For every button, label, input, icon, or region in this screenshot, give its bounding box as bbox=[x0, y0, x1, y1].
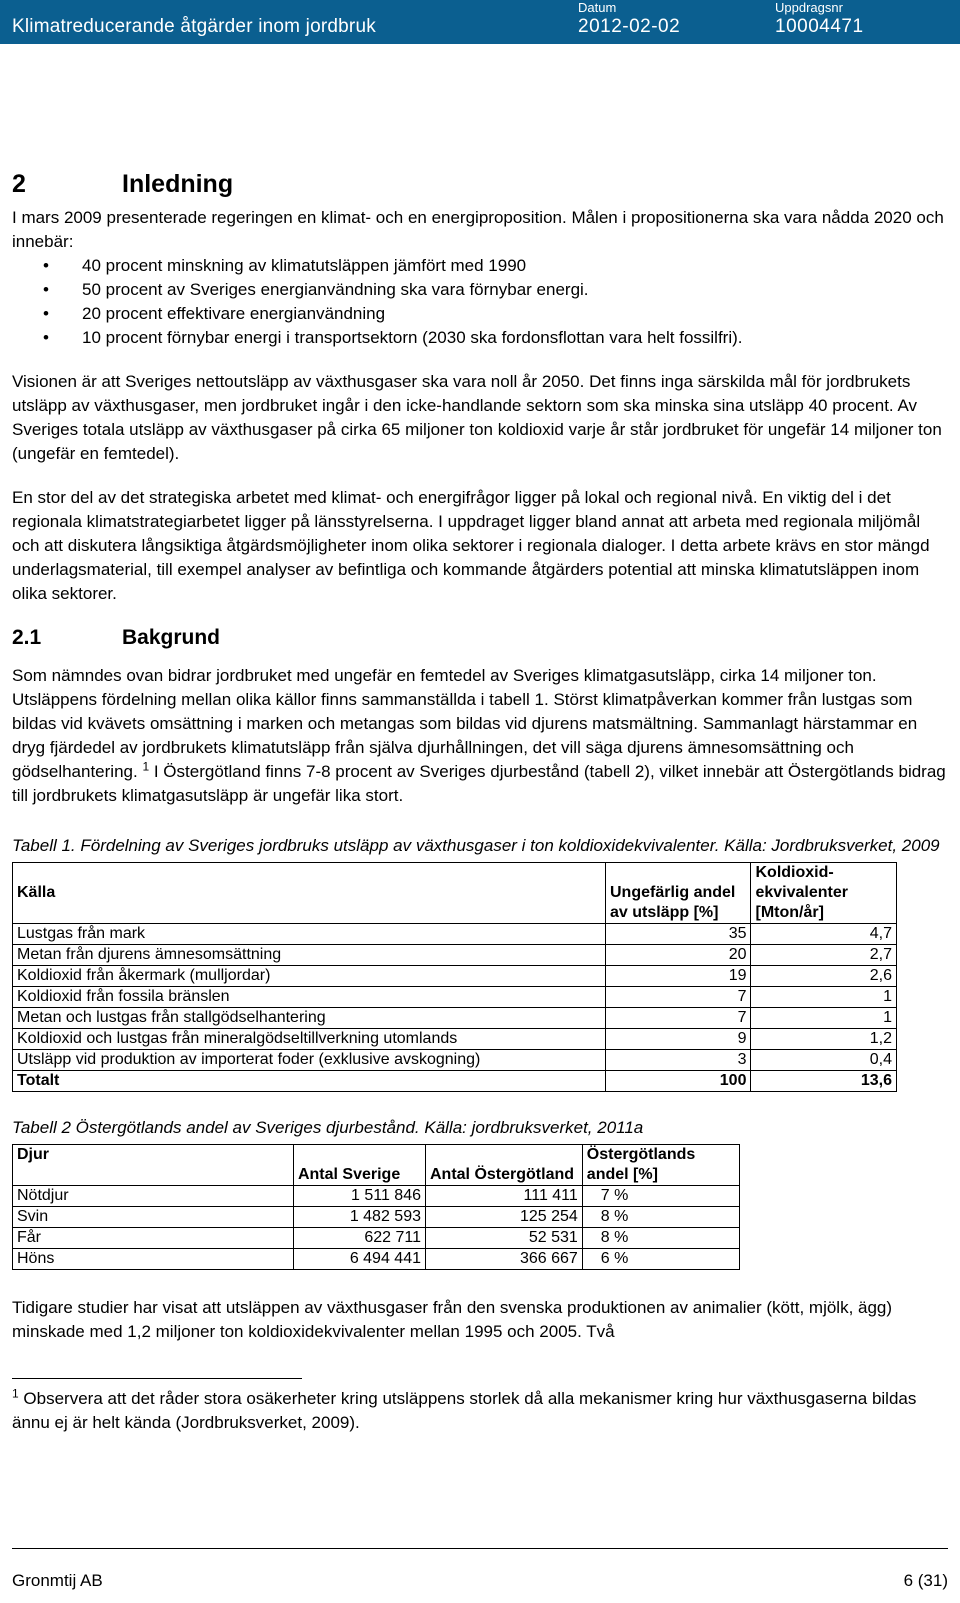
table-cell: Höns bbox=[13, 1249, 294, 1270]
bullet-icon: • bbox=[43, 256, 49, 275]
vision-paragraph: Visionen är att Sveriges nettoutsläpp av växthusgaser ska vara noll år 2050. Det finns inga särskilda mål för jordbrukets utsläpp av växthusgaser, men jordbruket ingår i den icke-handlande sektorn som ska minska sina utsläpp 40 procent. Av Sveriges totala utsläpp av växthusgaser på cirka 65 miljoner ton koldioxid varje år står jordbruket för ungefär 14 miljoner ton (ungefär en femtedel). bbox=[12, 372, 942, 463]
footnote-divider bbox=[12, 1378, 302, 1379]
table-header-row bbox=[13, 863, 897, 924]
table-cell: 2,6 bbox=[751, 966, 897, 987]
table-row bbox=[13, 945, 897, 966]
bullet-icon: • bbox=[43, 328, 49, 347]
strategy-paragraph: En stor del av det strategiska arbetet med klimat- och energifrågor ligger på lokal och regional nivå. En viktig del i det regionala klimatstrategiarbetet ligger på länsstyrelserna. I uppdraget ligger bland annat att arbeta med regionala miljömål och att diskutera långsiktiga åtgärdsmöjligheter inom olika sektorer i regionala dialoger. I detta arbete krävs en stor mängd underlagsmaterial, till exempel analyser av befintliga och kommande åtgärders potential att minska klimatutsläppen inom olika sektorer. bbox=[12, 488, 930, 603]
table-cell: 6 % bbox=[582, 1249, 739, 1270]
table-header-cell: Djur bbox=[13, 1145, 294, 1186]
table-cell: 1 bbox=[751, 987, 897, 1008]
table-cell: 100 bbox=[606, 1071, 751, 1092]
table-cell: 20 bbox=[606, 945, 751, 966]
table-cell: Metan från djurens ämnesomsättning bbox=[13, 945, 606, 966]
footnote-text: Observera att det råder stora osäkerheter kring utsläppens storlek då alla mekanismer kring hur växthusgaserna bildas ännu ej är helt kända (Jordbruksverket, 2009). bbox=[12, 1389, 917, 1432]
table-header-cell: Koldioxid-ekvivalenter [Mton/år] bbox=[751, 863, 897, 924]
date-label: Datum bbox=[578, 0, 617, 15]
table-cell: 13,6 bbox=[751, 1071, 897, 1092]
table-row bbox=[13, 1029, 897, 1050]
table-row bbox=[13, 1186, 740, 1207]
bullet-icon: • bbox=[43, 280, 49, 299]
table-cell: Totalt bbox=[13, 1071, 606, 1092]
document-footer bbox=[12, 1548, 948, 1589]
background-text-b: I Östergötland finns 7-8 procent av Sveriges djurbestånd (tabell 2), vilket innebär att Östergötlands bidrag till jordbrukets klimatgasutsläpp är ungefär lika stort. bbox=[12, 762, 946, 805]
table-cell: 2,7 bbox=[751, 945, 897, 966]
assignment-number-label: Uppdragsnr bbox=[775, 0, 843, 15]
goal-item bbox=[12, 326, 947, 350]
closing-paragraph: Tidigare studier har visat att utsläppen av växthusgaser från den svenska produktionen av animalier (kött, mjölk, ägg) minskade med 1,2 miljoner ton koldioxidekvivalenter mellan 1995 och 2005. Två bbox=[12, 1298, 893, 1341]
table-header-row bbox=[13, 1145, 740, 1186]
table-cell: 7 % bbox=[582, 1186, 739, 1207]
table2-caption: Tabell 2 Östergötlands andel av Sveriges djurbestånd. Källa: jordbruksverket, 2011a bbox=[12, 1118, 644, 1137]
assignment-number-value: 10004471 bbox=[775, 16, 864, 37]
section-number: 2 bbox=[12, 170, 26, 198]
table-cell: 1 511 846 bbox=[293, 1186, 425, 1207]
table-row bbox=[13, 1008, 897, 1029]
table-cell: Utsläpp vid produktion av importerat foder (exklusive avskogning) bbox=[13, 1050, 606, 1071]
table-cell: 1,2 bbox=[751, 1029, 897, 1050]
emissions-table bbox=[12, 862, 897, 1092]
table-cell: 8 % bbox=[582, 1207, 739, 1228]
table-cell: 8 % bbox=[582, 1228, 739, 1249]
table-header-cell: Antal Östergötland bbox=[426, 1145, 583, 1186]
table-cell: 9 bbox=[606, 1029, 751, 1050]
table1-caption: Tabell 1. Fördelning av Sveriges jordbruks utsläpp av växthusgaser i ton koldioxidekvivalenter. Källa: Jordbruksverket, 2009 bbox=[12, 836, 940, 855]
table-cell: 125 254 bbox=[426, 1207, 583, 1228]
footnote-marker: 1 bbox=[12, 1386, 19, 1401]
table-cell: 3 bbox=[606, 1050, 751, 1071]
table-row bbox=[13, 1050, 897, 1071]
table-cell: Svin bbox=[13, 1207, 294, 1228]
table-header-cell: Ungefärlig andel av utsläpp [%] bbox=[606, 863, 751, 924]
table-header-cell: Källa bbox=[13, 863, 606, 924]
table-cell: Får bbox=[13, 1228, 294, 1249]
table-cell: Lustgas från mark bbox=[13, 924, 606, 945]
table-cell: 1 482 593 bbox=[293, 1207, 425, 1228]
section-title: Inledning bbox=[122, 170, 234, 198]
table-cell: 7 bbox=[606, 1008, 751, 1029]
table-cell: Koldioxid från åkermark (mulljordar) bbox=[13, 966, 606, 987]
table-cell: 52 531 bbox=[426, 1228, 583, 1249]
footnote bbox=[12, 1387, 947, 1435]
table-cell: Koldioxid från fossila bränslen bbox=[13, 987, 606, 1008]
goal-item bbox=[12, 254, 947, 278]
table-cell: 35 bbox=[606, 924, 751, 945]
table-row bbox=[13, 966, 897, 987]
document-header bbox=[0, 0, 960, 44]
table-cell: 622 711 bbox=[293, 1228, 425, 1249]
page-number: 6 (31) bbox=[903, 1571, 948, 1590]
footnote-reference[interactable]: 1 bbox=[142, 759, 150, 774]
date-value: 2012-02-02 bbox=[578, 16, 681, 37]
table-total-row bbox=[13, 1071, 897, 1092]
subsection-title: Bakgrund bbox=[122, 626, 221, 649]
goal-item bbox=[12, 302, 947, 326]
bullet-icon: • bbox=[43, 304, 49, 323]
table-cell: Nötdjur bbox=[13, 1186, 294, 1207]
goals-list bbox=[12, 254, 947, 350]
table-row bbox=[13, 1249, 740, 1270]
table-cell: 6 494 441 bbox=[293, 1249, 425, 1270]
table-row bbox=[13, 987, 897, 1008]
table-cell: 4,7 bbox=[751, 924, 897, 945]
intro-paragraph: I mars 2009 presenterade regeringen en klimat- och en energiproposition. Målen i propositionerna ska vara nådda 2020 och innebär: bbox=[12, 208, 944, 251]
table-cell: 111 411 bbox=[426, 1186, 583, 1207]
table-cell: Metan och lustgas från stallgödselhantering bbox=[13, 1008, 606, 1029]
document-body bbox=[12, 160, 947, 1435]
background-paragraph bbox=[12, 664, 947, 808]
table-header-cell: Antal Sverige bbox=[293, 1145, 425, 1186]
goal-text: 40 procent minskning av klimatutsläppen jämfört med 1990 bbox=[82, 256, 527, 275]
goal-text: 50 procent av Sveriges energianvändning ska vara förnybar energi. bbox=[82, 280, 589, 299]
goal-item bbox=[12, 278, 947, 302]
livestock-table bbox=[12, 1144, 740, 1270]
goal-text: 10 procent förnybar energi i transportsektorn (2030 ska fordonsflottan vara helt fossilfri). bbox=[82, 328, 743, 347]
company-name: Gronmtij AB bbox=[12, 1571, 103, 1590]
table-cell: 7 bbox=[606, 987, 751, 1008]
table-cell: 1 bbox=[751, 1008, 897, 1029]
goal-text: 20 procent effektivare energianvändning bbox=[82, 304, 386, 323]
section-heading bbox=[12, 172, 947, 196]
table-row bbox=[13, 924, 897, 945]
subsection-heading bbox=[12, 626, 947, 650]
table-header-cell: Östergötlands andel [%] bbox=[582, 1145, 739, 1186]
document-title: Klimatreducerande åtgärder inom jordbruk bbox=[12, 16, 376, 37]
table-cell: Koldioxid och lustgas från mineralgödseltillverkning utomlands bbox=[13, 1029, 606, 1050]
subsection-number: 2.1 bbox=[12, 626, 42, 649]
table-row bbox=[13, 1207, 740, 1228]
table-row bbox=[13, 1228, 740, 1249]
table-cell: 366 667 bbox=[426, 1249, 583, 1270]
table-cell: 0,4 bbox=[751, 1050, 897, 1071]
table-cell: 19 bbox=[606, 966, 751, 987]
background-text-a: Som nämndes ovan bidrar jordbruket med ungefär en femtedel av Sveriges klimatgasutsläpp, cirka 14 miljoner ton. Utsläppens fördelning mellan olika källor finns sammanställda i tabell 1. Störst klimatpåverkan kommer från lustgas som bildas vid kvävets omsättning i marken och metangas som bildas vid djurens matsmältning. Sammanlagt härstammar en dryg fjärdedel av jordbrukets klimatutsläpp från själva djurhållningen, det vill säga djurens ämnesomsättning och gödselhantering. bbox=[12, 666, 918, 781]
